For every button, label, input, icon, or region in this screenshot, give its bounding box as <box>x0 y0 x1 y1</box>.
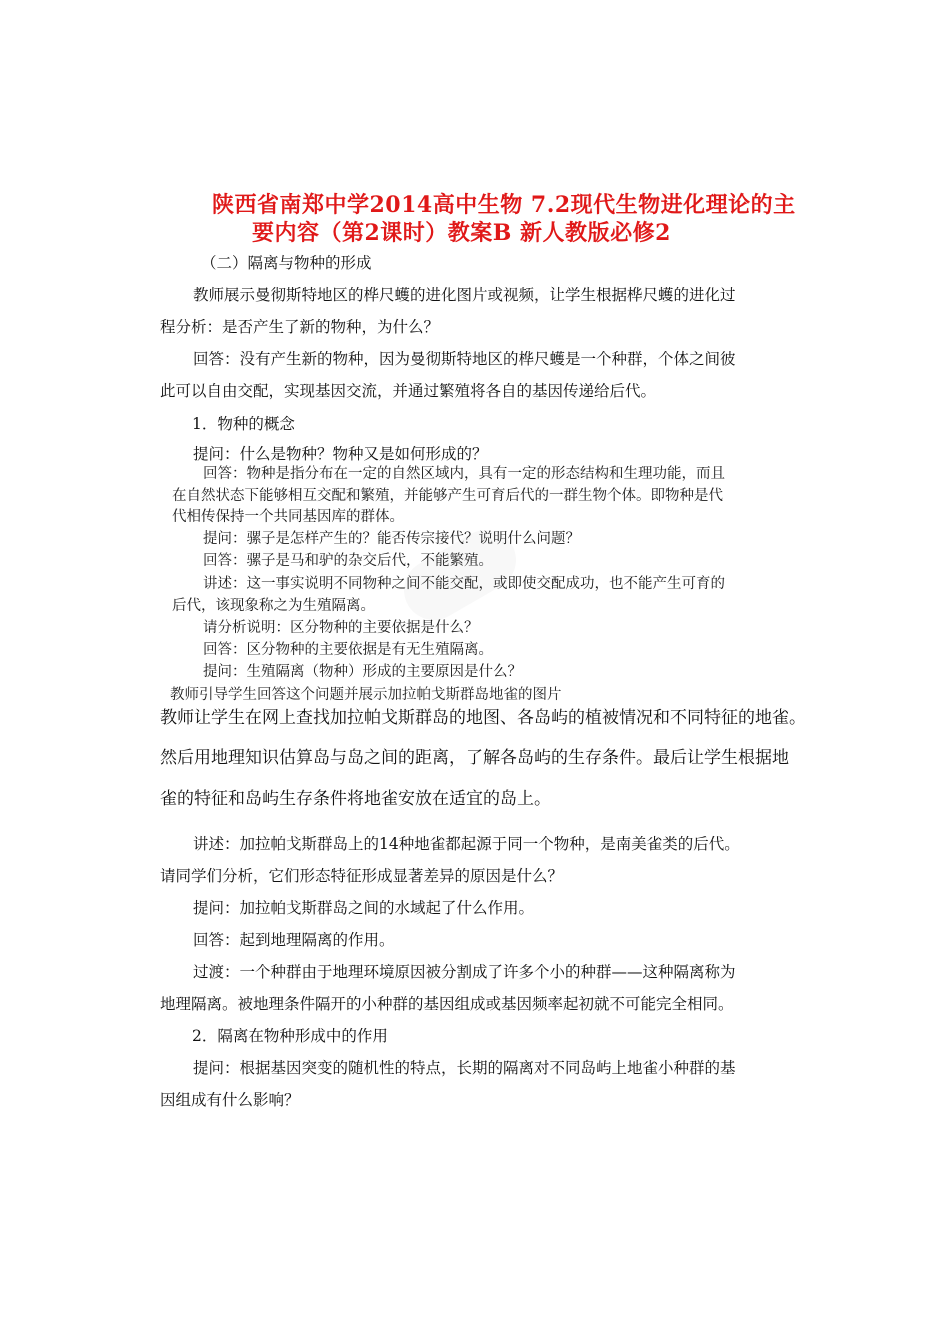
para1-line2: 程分析：是否产生了新的物种，为什么？ <box>160 318 440 336</box>
question-1: 提问：什么是物种？物种又是如何形成的？ <box>193 445 488 463</box>
ask-line: 请分析说明：区分物种的主要依据是什么？ <box>203 620 479 636</box>
transition-line1: 过渡：一个种群由于地理环境原因被分割成了许多个小的种群——这种隔离称为 <box>193 963 736 981</box>
heading-isolation-role: 2．隔离在物种形成中的作用 <box>192 1027 388 1045</box>
answer-1-line3: 代相传保持一个共同基因库的群体。 <box>172 509 404 525</box>
question-5-line2: 因组成有什么影响？ <box>160 1091 300 1109</box>
doc-title-line2: 要内容（第2课时）教案B 新人教版必修2 <box>252 220 671 246</box>
lecture-1-line1: 讲述：这一事实说明不同物种之间不能交配，或即使交配成功，也不能产生可育的 <box>203 576 725 592</box>
question-4: 提问：加拉帕戈斯群岛之间的水域起了什么作用。 <box>193 899 535 917</box>
question-2: 提问：骡子是怎样产生的？能否传宗接代？说明什么问题？ <box>203 531 580 547</box>
question-3: 提问：生殖隔离（物种）形成的主要原因是什么？ <box>203 664 522 680</box>
transition-line2: 地理隔离。被地理条件隔开的小种群的基因组成或基因频率起初就不可能完全相同。 <box>160 995 734 1013</box>
para3-line2: 然后用地理知识估算岛与岛之间的距离，了解各岛屿的生存条件。最后让学生根据地 <box>160 748 789 768</box>
para1-line1: 教师展示曼彻斯特地区的桦尺蠖的进化图片或视频，让学生根据桦尺蠖的进化过 <box>193 286 736 304</box>
para3-line3: 雀的特征和岛屿生存条件将地雀安放在适宜的岛上。 <box>160 789 551 809</box>
answer-3: 回答：区分物种的主要依据是有无生殖隔离。 <box>203 642 493 658</box>
lecture-2-line1: 讲述：加拉帕戈斯群岛上的14种地雀都起源于同一个物种，是南美雀类的后代。 <box>193 835 740 853</box>
lecture-1-line2: 后代，该现象称之为生殖隔离。 <box>172 598 375 614</box>
heading-species-concept: 1．物种的概念 <box>192 415 295 433</box>
clipped-text-line <box>160 681 800 703</box>
para3-line1: 教师让学生在网上查找加拉帕戈斯群岛的地图、各岛屿的植被情况和不同特征的地雀。 <box>160 708 806 728</box>
answer-4: 回答：起到地理隔离的作用。 <box>193 931 395 949</box>
section-heading: （二）隔离与物种的形成 <box>201 254 372 272</box>
answer-1-line1: 回答：物种是指分布在一定的自然区域内，具有一定的形态结构和生理功能，而且 <box>203 466 725 482</box>
answer-1-line2: 在自然状态下能够相互交配和繁殖，并能够产生可育后代的一群生物个体。即物种是代 <box>172 488 723 504</box>
para2-line2: 此可以自由交配，实现基因交流，并通过繁殖将各自的基因传递给后代。 <box>160 382 657 400</box>
answer-2: 回答：骡子是马和驴的杂交后代，不能繁殖。 <box>203 553 493 569</box>
para2-line1: 回答：没有产生新的物种，因为曼彻斯特地区的桦尺蠖是一个种群，个体之间彼 <box>193 350 736 368</box>
doc-title-line1: 陕西省南郑中学2014高中生物 7.2现代生物进化理论的主 <box>212 192 796 218</box>
clipped-text: 教师引导学生回答这个问题并展示加拉帕戈斯群岛地雀的图片 <box>170 687 562 703</box>
question-5-line1: 提问：根据基因突变的随机性的特点，长期的隔离对不同岛屿上地雀小种群的基 <box>193 1059 736 1077</box>
lecture-2-line2: 请同学们分析，它们形态特征形成显著差异的原因是什么？ <box>160 867 564 885</box>
